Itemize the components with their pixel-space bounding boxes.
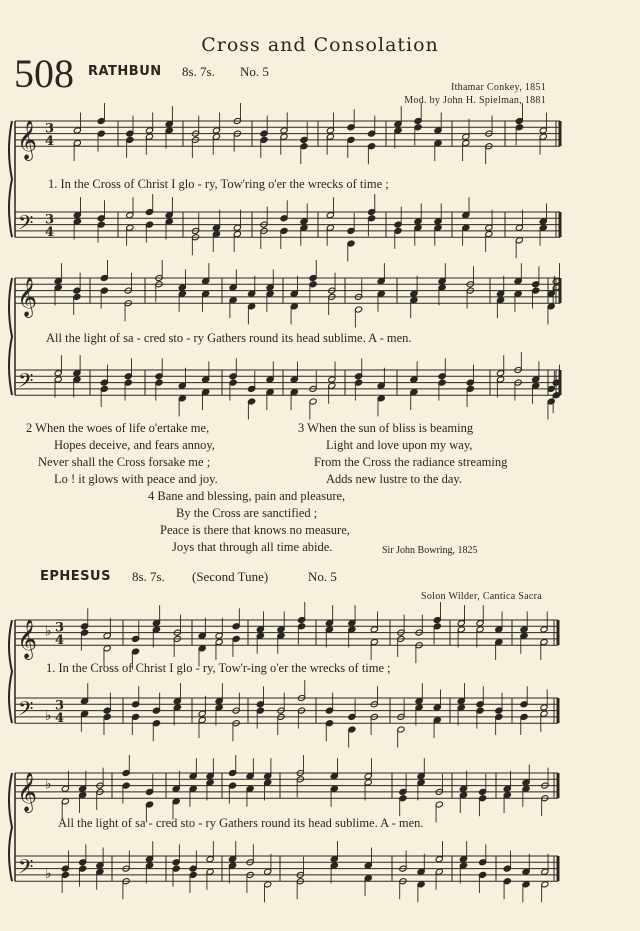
verse-line: 3 When the sun of bliss is beaming xyxy=(298,421,474,435)
verse-line: Light and love upon my way, xyxy=(326,438,473,452)
verse-line: Lo ! it glows with peace and joy. xyxy=(54,472,218,486)
verse-line: Never shall the Cross forsake me ; xyxy=(38,455,211,469)
flat-icon: ♭ xyxy=(45,707,52,724)
system-brace xyxy=(9,278,12,395)
bass-clef-icon: 𝄢 xyxy=(18,854,34,883)
bass-clef-icon: 𝄢 xyxy=(18,210,34,239)
system-brace xyxy=(9,121,12,237)
lyric-line: 1. In the Cross of Christ I glo - ry, Tow'ring o'er the wrecks of time ; xyxy=(48,177,389,191)
source-credit: Solon Wilder, Cantica Sacra xyxy=(421,591,542,602)
lyric-line: All the light of sa - cred sto - ry Gathers round its head sublime. A - men. xyxy=(58,816,424,830)
composer-credit: Ithamar Conkey, 1851 xyxy=(450,82,546,93)
flat-icon: ♭ xyxy=(45,865,52,882)
hymn-author: Sir John Bowring, 1825 xyxy=(382,545,478,556)
tune-name: EPHESUS xyxy=(40,569,111,584)
system-brace xyxy=(9,773,12,881)
verse-3 xyxy=(298,420,507,488)
time-signature-top: 3 xyxy=(55,620,65,636)
treble-clef-icon: 𝄞 xyxy=(17,277,38,318)
flat-icon: ♭ xyxy=(45,623,52,640)
flat-icon: ♭ xyxy=(45,776,52,793)
system-brace xyxy=(9,620,12,723)
bass-clef-icon: 𝄢 xyxy=(18,696,34,725)
time-signature-bottom: 4 xyxy=(55,711,65,727)
lyric-line: 1. In the Cross of Christ I glo - ry, Tow'r-ing o'er the wrecks of time ; xyxy=(46,661,391,675)
bass-clef-icon: 𝄢 xyxy=(18,368,34,397)
time-signature-top: 3 xyxy=(45,212,55,228)
treble-clef-icon: 𝄞 xyxy=(17,120,38,161)
tune-meter: 8s. 7s. xyxy=(182,64,215,79)
tune-name: RATHBUN xyxy=(88,64,162,79)
time-signature-top: 3 xyxy=(45,121,55,137)
verse-2 xyxy=(26,420,218,488)
section-title: Cross and Consolation xyxy=(201,34,439,56)
time-signature-top: 3 xyxy=(55,698,65,714)
verse-line: Peace is there that knows no measure, xyxy=(160,523,350,537)
verse-line: By the Cross are sanctified ; xyxy=(176,506,318,520)
verse-4 xyxy=(148,488,350,556)
treble-clef-icon: 𝄞 xyxy=(17,772,38,813)
time-signature-bottom: 4 xyxy=(55,633,65,649)
arranger-credit: Mod. by John H. Spielman, 1881 xyxy=(404,95,546,106)
hymn-number: 508 xyxy=(14,51,74,96)
verse-line: 4 Bane and blessing, pain and pleasure, xyxy=(148,489,346,503)
verse-line: Joys that through all time abide. xyxy=(172,540,333,554)
verse-line: Hopes deceive, and fears annoy, xyxy=(54,438,215,452)
verse-line: Adds new lustre to the day. xyxy=(326,472,462,486)
treble-clef-icon: 𝄞 xyxy=(17,619,38,660)
time-signature-bottom: 4 xyxy=(45,134,55,150)
verse-line: 2 When the woes of life o'ertake me, xyxy=(26,421,210,435)
tune-number: No. 5 xyxy=(308,569,337,584)
tune-number: No. 5 xyxy=(240,64,269,79)
lyric-line: All the light of sa - cred sto - ry Gathers round its head sublime. A - men. xyxy=(46,331,412,345)
tune-subtitle: (Second Tune) xyxy=(192,569,269,584)
verse-line: From the Cross the radiance streaming xyxy=(314,455,508,469)
tune-meter: 8s. 7s. xyxy=(132,569,165,584)
time-signature-bottom: 4 xyxy=(45,225,55,241)
